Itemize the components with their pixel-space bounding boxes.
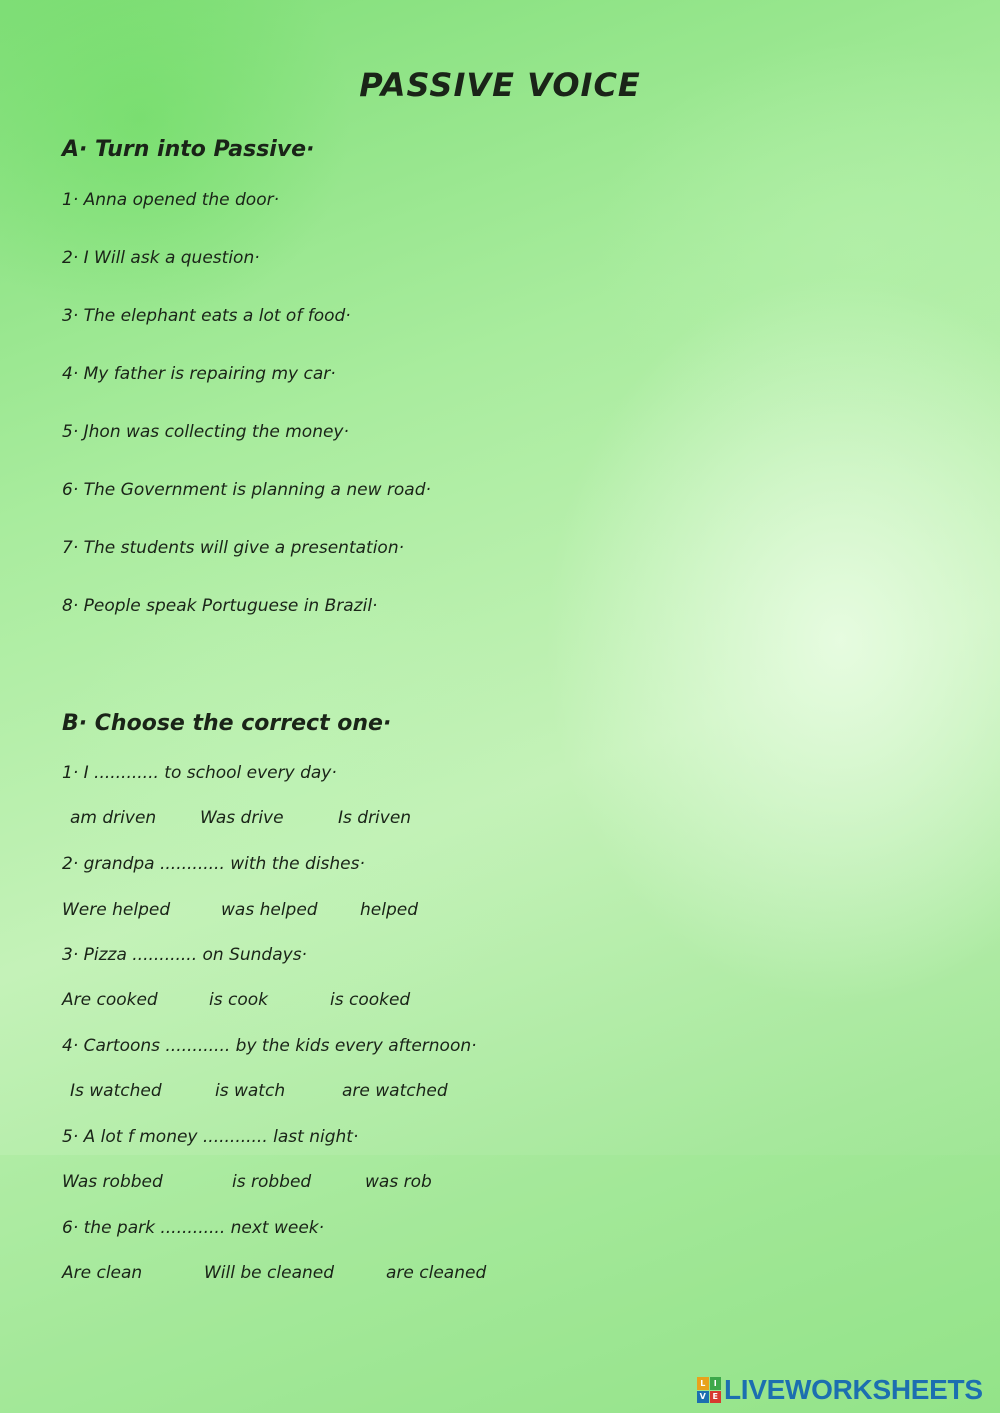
- logo-tile-e: E: [710, 1391, 722, 1404]
- exercise-a-item-7: 7· The students will give a presentation·: [62, 538, 405, 558]
- question-2-option-1[interactable]: Were helped: [62, 900, 171, 920]
- question-5-option-1[interactable]: Was robbed: [62, 1172, 163, 1192]
- question-5-text: 5· A lot f money ............ last night·: [62, 1127, 359, 1147]
- logo-tile-v: V: [697, 1391, 709, 1404]
- exercise-a-item-5: 5· Jhon was collecting the money·: [62, 422, 349, 442]
- question-4-option-2[interactable]: is watch: [215, 1081, 286, 1101]
- question-4-text: 4· Cartoons ............ by the kids every afternoon·: [62, 1036, 477, 1056]
- question-5-option-2[interactable]: is robbed: [232, 1172, 312, 1192]
- section-b-heading: B· Choose the correct one·: [62, 711, 392, 736]
- exercise-a-item-2: 2· I Will ask a question·: [62, 248, 260, 268]
- page-title: PASSIVE VOICE: [359, 66, 641, 104]
- question-6-text: 6· the park ............ next week·: [62, 1218, 325, 1238]
- exercise-a-item-3: 3· The elephant eats a lot of food·: [62, 306, 351, 326]
- logo-mark-icon: [697, 1377, 721, 1403]
- exercise-a-item-4: 4· My father is repairing my car·: [62, 364, 336, 384]
- question-6-option-3[interactable]: are cleaned: [386, 1263, 487, 1283]
- question-5-option-3[interactable]: was rob: [365, 1172, 432, 1192]
- question-4-option-3[interactable]: are watched: [342, 1081, 448, 1101]
- question-3-text: 3· Pizza ............ on Sundays·: [62, 945, 307, 965]
- exercise-a-item-1: 1· Anna opened the door·: [62, 190, 279, 210]
- question-3-option-2[interactable]: is cook: [209, 990, 268, 1010]
- question-2-text: 2· grandpa ............ with the dishes·: [62, 854, 365, 874]
- exercise-a-item-6: 6· The Government is planning a new road·: [62, 480, 431, 500]
- question-2-option-3[interactable]: helped: [360, 900, 418, 920]
- question-4-option-1[interactable]: Is watched: [70, 1081, 162, 1101]
- question-3-option-3[interactable]: is cooked: [330, 990, 411, 1010]
- question-1-option-3[interactable]: Is driven: [338, 808, 412, 828]
- question-6-option-2[interactable]: Will be cleaned: [204, 1263, 335, 1283]
- brand-name: LIVEWORKSHEETS: [724, 1374, 983, 1405]
- question-3-option-1[interactable]: Are cooked: [62, 990, 158, 1010]
- exercise-a-item-8: 8· People speak Portuguese in Brazil·: [62, 596, 378, 616]
- liveworksheets-logo[interactable]: [697, 1376, 983, 1404]
- question-1-option-2[interactable]: Was drive: [200, 808, 284, 828]
- logo-tile-l: L: [697, 1377, 709, 1390]
- question-1-option-1[interactable]: am driven: [70, 808, 157, 828]
- question-2-option-2[interactable]: was helped: [221, 900, 318, 920]
- question-6-option-1[interactable]: Are clean: [62, 1263, 143, 1283]
- logo-tile-i: I: [710, 1377, 722, 1390]
- section-a-heading: A· Turn into Passive·: [62, 137, 315, 162]
- question-1-text: 1· I ............ to school every day·: [62, 763, 337, 783]
